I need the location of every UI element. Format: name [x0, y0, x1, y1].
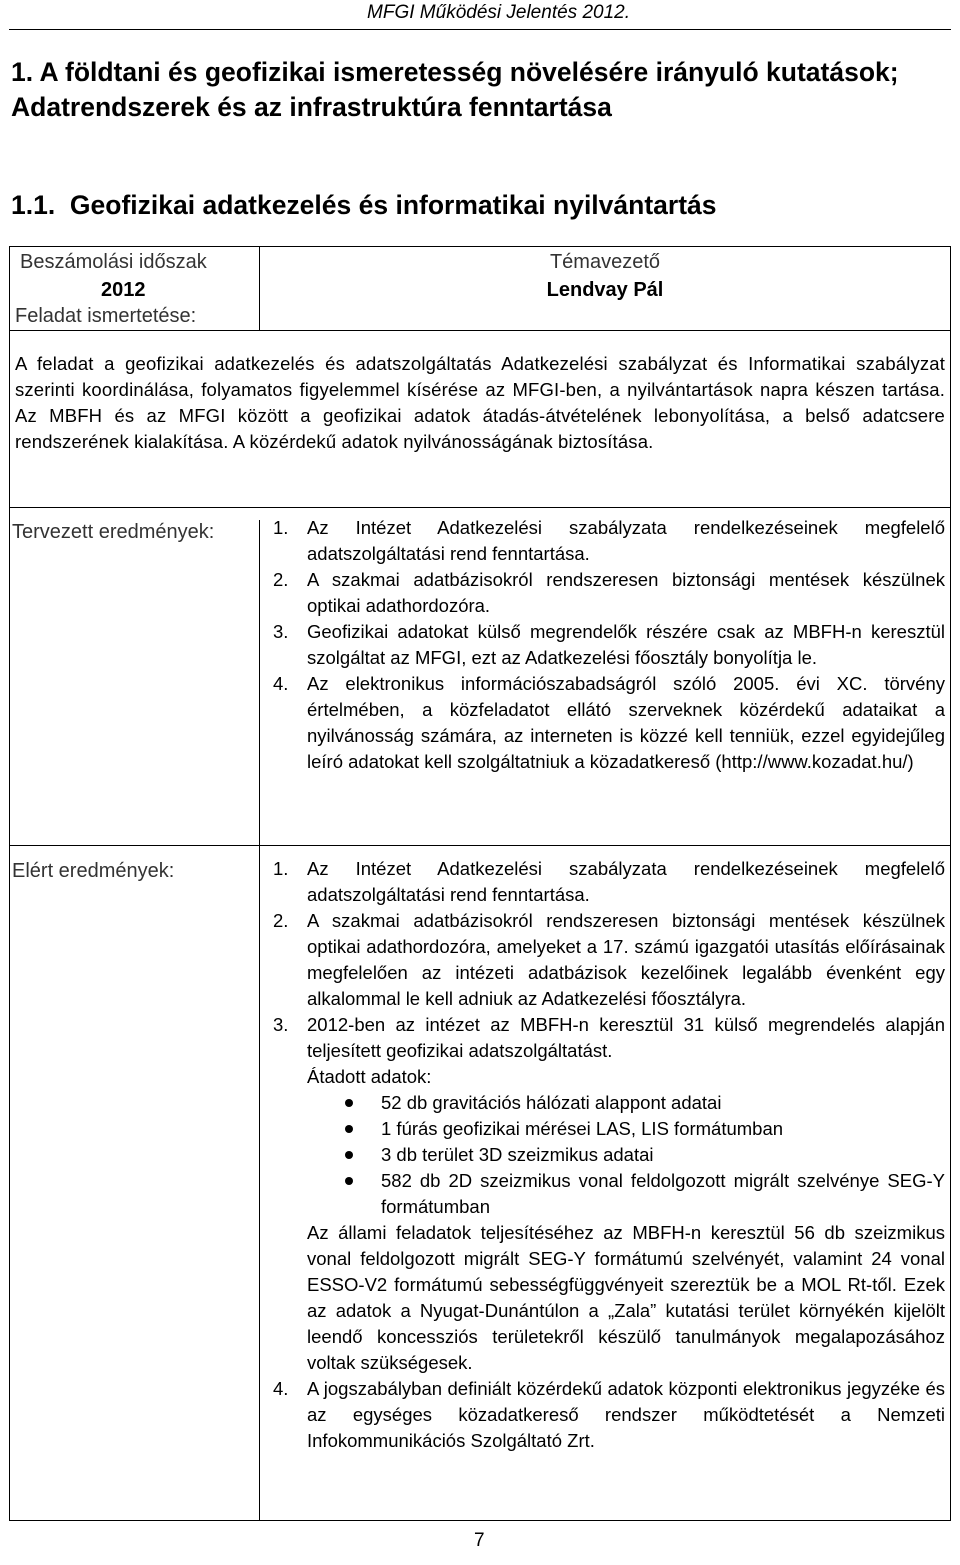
lead-label: Témavezető [549, 251, 661, 273]
bullet-icon [345, 1125, 353, 1133]
bullet-icon [345, 1099, 353, 1107]
transferred-item: 1 fúrás geofizikai mérései LAS, LIS formátumban [343, 1116, 945, 1142]
transferred-label: Átadott adatok: [307, 1066, 432, 1087]
planned-item: 4. Az elektronikus információszabadságról szóló 2005. évi XC. törvény értelmében, a közfeladatot ellátó szerveknek közérdekű adataikat a nyilvánosság számára, az interneten is közzé kell tenniük, ezzel egyidejűleg leíró adatokat kell szolgáltatniuk a közadatkereső (http://www.kozadat.hu/) [273, 673, 945, 772]
transferred-item: 582 db 2D szeizmikus vonal feldolgozott migrált szelvénye SEG-Y formátumban [343, 1168, 945, 1220]
section-title: 1. A földtani és geofizikai ismeretesség növelésére irányuló kutatások; Adatrendszerek és az infrastruktúra fenntartása [11, 57, 899, 122]
task-description: A feladat a geofizikai adatkezelés és adatszolgáltatás Adatkezelési szabályzat és Informatikai szabályzat szerinti koordinálása, folyamatos figyelemmel kísérése az MFGI-ben, a nyilvántartások napra készen tartása. Az MBFH és az MFGI között a geofizikai adatok átadás-átvételének lebonyolítása, a belső adatcsere rendszerének kialakítása. A közérdekű adatok nyilvánosságának biztosítása. [15, 353, 945, 452]
transferred-item: 52 db gravitációs hálózati alappont adatai [343, 1090, 945, 1116]
state-tasks-paragraph: Az állami feladatok teljesítéséhez az MBFH-n keresztül 56 db szeizmikus vonal feldolgozott migrált SEG-Y formátumú szelvényét, valamint 24 vonal ESSO-V2 formátumú sebességfüggvényeit szereztük be a MOL Rt-től. Ezek az adatok a Nyugat-Dunántúlon a „Zala” kutatási terület környékén kijelölt leendő koncessziós területekről készülő tanulmányok megalapozásához voltak szükségesek. [307, 1222, 945, 1373]
subsection-title: 1.1. Geofizikai adatkezelés és informatikai nyilvántartás [11, 190, 717, 220]
planned-list [267, 515, 945, 775]
page-number: 7 [474, 1530, 485, 1551]
table-divider-body [259, 520, 260, 1521]
transferred-list [307, 1090, 945, 1220]
table-rule-task [9, 507, 951, 508]
transferred-item: 3 db terület 3D szeizmikus adatai [343, 1142, 945, 1168]
header-rule [9, 29, 951, 30]
table-rule-planned [9, 845, 951, 846]
planned-label: Tervezett eredmények: [12, 521, 215, 543]
achieved-label: Elért eredmények: [12, 860, 175, 882]
running-header: MFGI Működési Jelentés 2012. [367, 2, 630, 23]
achieved-item: 1. Az Intézet Adatkezelési szabályzata rendelkezéseinek megfelelő adatszolgáltatási rend fenntartása. [273, 858, 945, 905]
achieved-item: 3. 2012-ben az intézet az MBFH-n keresztül 31 külső megrendelés alapján teljesített geofizikai adatszolgáltatást. Átadott adatok: 52 db gravitációs hálózati alappont adatai 1 fúrás geofizikai mérései LAS, LIS formátumban 3 db terület 3D szeizmikus adatai 582 db 2D szeizmikus vonal feldolgozott migrált szelvénye SEG-Y formátumban Az állami feladatok teljesítéséhez az MBFH-n keresztül 56 db szeizmikus vonal feldolgozott migrált SEG-Y formátumú szelvényét, valamint 24 vonal ESSO-V2 formátumú sebességfüggvényeit szereztük be a MOL Rt-től. Ezek az adatok a Nyugat-Dunántúlon a „Zala” kutatási terület környékén kijelölt leendő koncessziós területekről készülő tanulmányok megalapozásához voltak szükségesek. [267, 1012, 945, 1376]
planned-item: 1. Az Intézet Adatkezelési szabályzata rendelkezéseinek megfelelő adatszolgáltatási rend fenntartása. [273, 517, 945, 564]
bullet-icon [345, 1177, 353, 1185]
planned-item: 2. A szakmai adatbázisokról rendszeresen biztonsági mentések készülnek optikai adathordozóra. [273, 569, 945, 616]
achieved-item: 4. A jogszabályban definiált közérdekű adatok központi elektronikus jegyzéke és az egységes közadatkereső rendszer működtetését a Nemzeti Infokommunikációs Szolgáltató Zrt. [273, 1378, 945, 1451]
lead-value: Lendvay Pál [546, 279, 664, 301]
achieved-item: 2. A szakmai adatbázisokról rendszeresen biztonsági mentések készülnek optikai adathordozóra, amelyeket a 17. számú igazgatói utasítás előírásainak megfelelően az intézeti adatbázisok kezelőinek legalább évenként egy alkalommal le kell adniuk az Adatkezelési főosztályra. [273, 910, 945, 1009]
achieved-list [267, 856, 945, 1454]
planned-item: 3. Geofizikai adatokat külső megrendelők részére csak az MBFH-n keresztül szolgáltat az MFGI, ezt az Adatkezelési főosztály bonyolítja le. [273, 621, 945, 668]
period-label: Beszámolási időszak [20, 251, 207, 273]
table-rule-header [9, 330, 951, 331]
period-value: 2012 [101, 279, 146, 301]
bullet-icon [345, 1151, 353, 1159]
task-label: Feladat ismertetése: [15, 305, 197, 327]
